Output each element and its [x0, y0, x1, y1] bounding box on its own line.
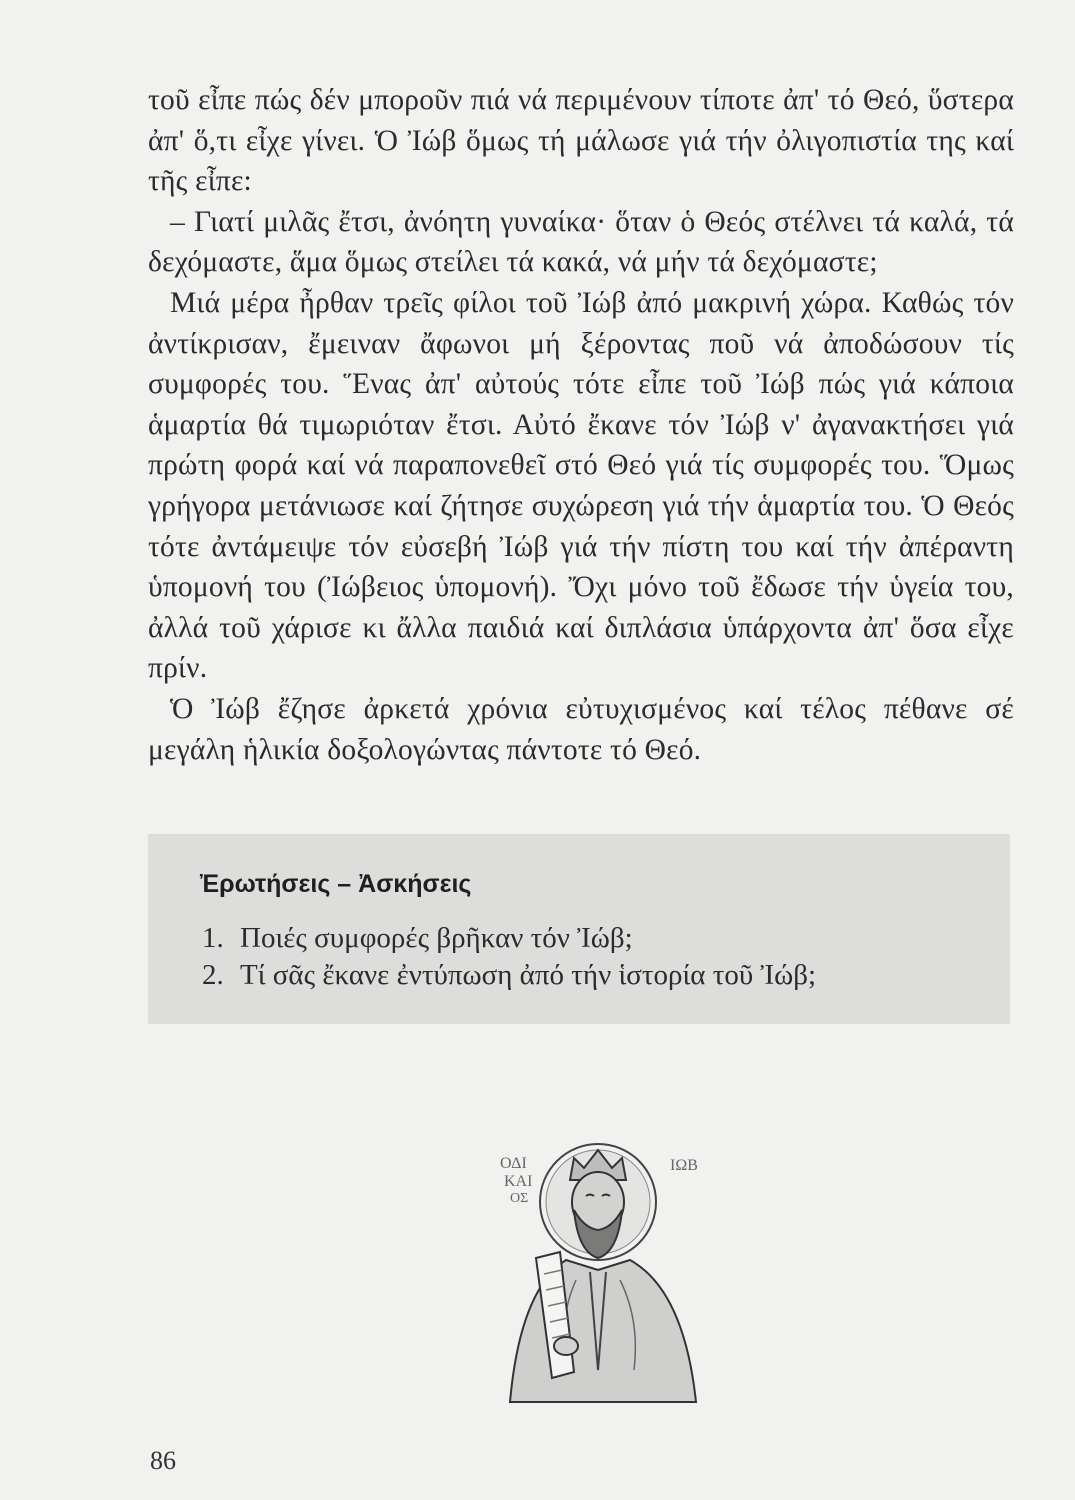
- questions-title: Ἐρωτήσεις – Ἀσκήσεις: [200, 870, 472, 898]
- paragraph-1: τοῦ εἶπε πώς δέν μποροῦν πιά νά περιμένουν τίποτε ἀπ' τό Θεό, ὕστερα ἀπ' ὅ,τι εἶχε γίνει. Ὁ Ἰώβ ὅμως τή μάλωσε γιά τήν ὀλιγοπιστία της καί τῆς εἶπε:: [148, 84, 1014, 198]
- page-number: 86: [150, 1446, 176, 1475]
- paragraph-3: Μιά μέρα ἦρθαν τρεῖς φίλοι τοῦ Ἰώβ ἀπό μακρινή χώρα. Καθώς τόν ἀντίκρισαν, ἔμειναν ἄφωνοι μή ξέροντας ποῦ νά ἀποδώσουν τίς συμφορές του. Ἕνας ἀπ' αὐτούς τότε εἶπε τοῦ Ἰώβ πώς γιά κάποια ἁμαρτία θά τιμωριόταν ἔτσι. Αὐτό ἔκανε τόν Ἰώβ ν' ἀγανακτήσει γιά πρώτη φορά καί νά παραπονεθεῖ στό Θεό γιά τίς συμφορές του. Ὅμως γρήγορα μετάνιωσε καί ζήτησε συχώρεση γιά τήν ἁμαρτία του. Ὁ Θεός τότε ἀντάμειψε τόν εὐσεβή Ἰώβ γιά τήν πίστη του καί τήν ἀπέραντη ὑπομονή του (Ἰώβειος ὑπομονή). Ὄχι μόνο τοῦ ἔδωσε τήν ὑγεία του, ἀλλά τοῦ χάρισε κι ἄλλα παιδιά καί διπλάσια ὑπάρχοντα ἀπ' ὅσα εἶχε πρίν.: [148, 286, 1014, 685]
- question-text: Ποιές συμφορές βρῆκαν τόν Ἰώβ;: [240, 922, 633, 954]
- saint-job-icon: [470, 1140, 750, 1405]
- svg-text:ΟΣ: ΟΣ: [510, 1191, 529, 1206]
- paragraph-2: – Γιατί μιλᾶς ἔτσι, ἀνόητη γυναίκα· ὅταν ὁ Θεός στέλνει τά καλά, τά δεχόμαστε, ἅμα ὅμως στείλει τά κακά, νά μήν τά δεχόμαστε;: [148, 205, 1014, 279]
- question-item: [202, 957, 816, 994]
- inscription-right: ΙΩΒ: [670, 1157, 698, 1174]
- paragraph-4: Ὁ Ἰώβ ἔζησε ἀρκετά χρόνια εὐτυχισμένος καί τέλος πέθανε σέ μεγάλη ἡλικία δοξολογώντας πάντοτε τό Θεό.: [148, 692, 1014, 766]
- inscription-left: ΟΔΙ: [500, 1155, 527, 1172]
- questions-list: [202, 920, 816, 994]
- question-number: 2.: [202, 959, 224, 991]
- svg-text:ΚΑΙ: ΚΑΙ: [504, 1173, 533, 1190]
- question-item: [202, 920, 816, 957]
- body-text: [148, 80, 1014, 770]
- question-text: Τί σᾶς ἔκανε ἐντύπωση ἀπό τήν ἱστορία τοῦ Ἰώβ;: [240, 959, 817, 991]
- questions-box: [148, 834, 1010, 1024]
- question-number: 1.: [202, 922, 224, 954]
